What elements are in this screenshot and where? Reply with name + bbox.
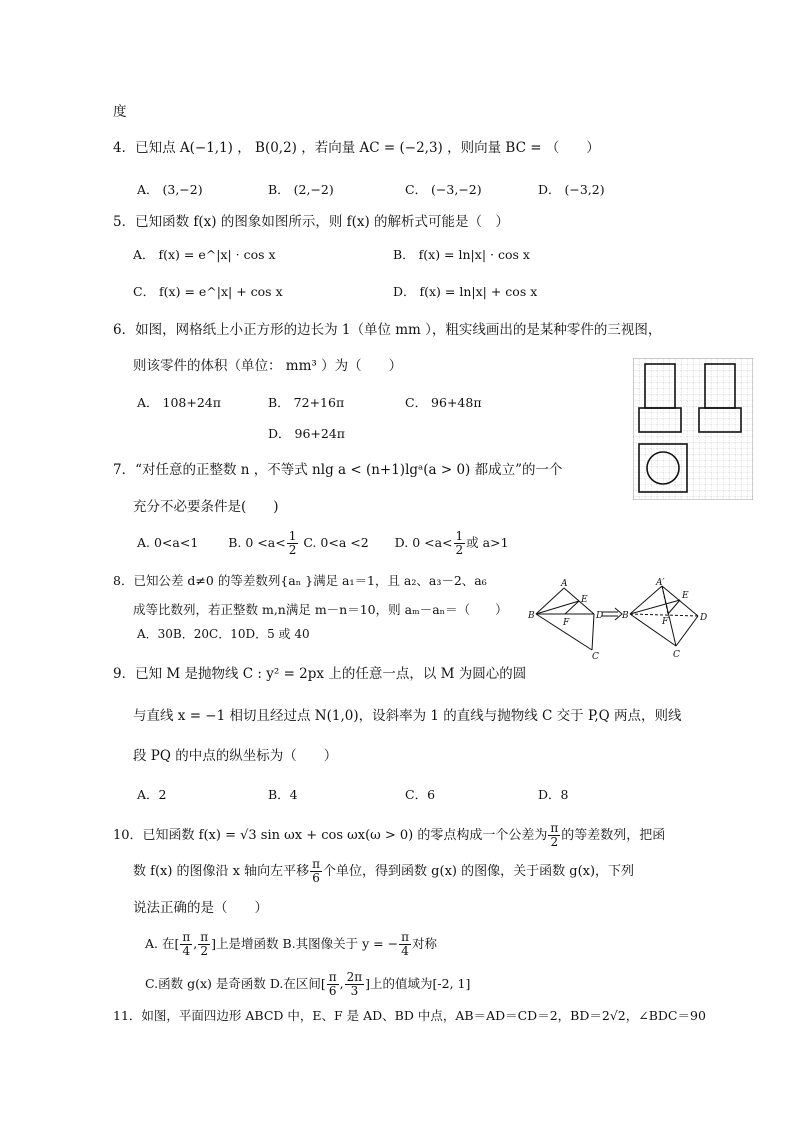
question-10-line-1: 10．已知函数 f(x) = √3 sin ωx + cos ωx(ω > 0) 的零点构成一个公差为 $\frac{\pi}{2}$ 的等差数列，把函 bbox=[113, 821, 666, 849]
label-b: B bbox=[528, 611, 535, 621]
label-d: D bbox=[596, 611, 604, 621]
question-10-line-2: 数 f(x) 的图像沿 x 轴向左平移 $\frac{\pi}{6}$ 个单位，得到函数 g(x) 的图像，关于函数 g(x)，下列 bbox=[133, 857, 635, 885]
q4-option-d: D． (−3,2) bbox=[538, 182, 605, 197]
q8-options: A．30B．20C．10D．5 或 40 bbox=[137, 627, 310, 641]
q5-option-b: B． f(x) = ln|x| · cos x bbox=[393, 247, 530, 262]
q9-option-a: A．2 bbox=[137, 787, 167, 802]
fraction-pi-over-4-b: $\frac{\pi}{4}$ bbox=[401, 930, 409, 958]
q5-option-c: C． f(x) = e^|x| + cos x bbox=[133, 284, 283, 299]
question-5: 5．已知函数 f(x) 的图象如图所示，则 f(x) 的解析式可能是（ ） bbox=[113, 214, 510, 230]
q7-option-d: D. 0 <a< bbox=[394, 535, 453, 550]
label-f: F bbox=[563, 618, 570, 628]
q10-options-ab: A. 在[ $\frac{\pi}{4}$ , $\frac{\pi}{2}$ ]上是增函数 B.其图像关于 y = − $\frac{\pi}{4}$ 对称 bbox=[145, 930, 437, 958]
q7-option-a: A. 0<a<1 bbox=[137, 535, 199, 550]
label-f-right: F bbox=[662, 617, 669, 627]
question-7-line-1: 7．“对任意的正整数 n ，不等式 nlg a < (n+1)lgᵃ(a > 0) 都成立”的一个 bbox=[113, 462, 563, 478]
question-8-line-2: 成等比数列，若正整数 m,n满足 m－n＝10，则 aₘ－aₙ＝（ ） bbox=[133, 602, 508, 617]
fraction-pi-over-6: $\frac{\pi}{6}$ bbox=[312, 857, 321, 885]
page-top-char: 度 bbox=[113, 104, 127, 120]
q6-option-d: D． 96+24π bbox=[268, 426, 345, 441]
q7-option-c: C. 0<a <2 bbox=[303, 535, 369, 550]
question-6-line-1: 6．如图，网格纸上小正方形的边长为 1（单位 mm ），粗实线画出的是某种零件的三视图， bbox=[113, 322, 662, 338]
question-4: 4．已知点 A(−1,1) ， B(0,2) ，若向量 AC = (−2,3) ，则向量 BC = （ ） bbox=[113, 140, 600, 156]
label-a: A bbox=[561, 579, 568, 589]
three-view-figure bbox=[633, 358, 753, 500]
q6-option-b: B． 72+16π bbox=[268, 395, 345, 410]
label-e-right: E bbox=[682, 591, 689, 601]
question-8-line-1: 8．已知公差 d≠0 的等差数列{aₙ }满足 a₁＝1，且 a₂、a₃－2、a₆ bbox=[113, 573, 487, 588]
fraction-one-half: $\frac{1}{2}$ bbox=[288, 529, 297, 557]
question-11: 11．如图，平面四边形 ABCD 中，E、F 是 AD、BD 中点，AB＝AD＝CD＝2，BD＝2√2，∠BDC＝90 bbox=[113, 1008, 706, 1023]
label-e: E bbox=[581, 595, 588, 605]
label-c-right: C bbox=[673, 650, 680, 660]
q9-option-d: D．8 bbox=[538, 787, 569, 802]
q6-option-c: C． 96+48π bbox=[405, 395, 482, 410]
q9-option-b: B．4 bbox=[268, 787, 298, 802]
q10-options-cd: C.函数 g(x) 是奇函数 D.在区间[ $\frac{\pi}{6}$ , $\frac{2\pi}{3}$ ]上的值域为[-2, 1] bbox=[145, 970, 471, 998]
folding-figure bbox=[528, 578, 708, 660]
question-6-line-2: 则该零件的体积（单位： mm³ ）为（ ） bbox=[133, 358, 403, 374]
question-9-line-2: 与直线 x = −1 相切且经过点 N(1,0)，设斜率为 1 的直线与抛物线 C 交于 P,Q 两点，则线 bbox=[133, 708, 682, 724]
label-d-right: D bbox=[700, 613, 708, 623]
fraction-one-half-d: $\frac{1}{2}$ bbox=[455, 529, 464, 557]
fraction-pi-over-2: $\frac{\pi}{2}$ bbox=[550, 821, 559, 849]
question-9-line-3: 段 PQ 的中点的纵坐标为（ ） bbox=[133, 748, 338, 764]
fraction-pi-over-2-b: $\frac{\pi}{2}$ bbox=[200, 930, 209, 958]
fraction-2pi-over-3: $\frac{2\pi}{3}$ bbox=[346, 970, 363, 998]
q7-option-b: B. 0 <a< bbox=[228, 535, 286, 550]
q4-option-b: B． (2,−2) bbox=[268, 182, 334, 197]
fraction-pi-over-6-b: $\frac{\pi}{6}$ bbox=[328, 970, 337, 998]
question-10-line-3: 说法正确的是（ ） bbox=[133, 900, 268, 916]
q4-option-a: A． (3,−2) bbox=[137, 182, 203, 197]
q5-option-a: A． f(x) = e^|x| · cos x bbox=[133, 247, 276, 262]
label-a-prime: A′ bbox=[656, 578, 665, 588]
q9-option-c: C．6 bbox=[405, 787, 436, 802]
label-b-right: B bbox=[622, 611, 629, 621]
q6-option-a: A． 108+24π bbox=[137, 395, 221, 410]
question-7-line-2: 充分不必要条件是( ) bbox=[133, 499, 279, 515]
q5-option-d: D． f(x) = ln|x| + cos x bbox=[393, 284, 538, 299]
q7-options: A. 0<a<1 B. 0 <a< $\frac{1}{2}$ C. 0<a <2 D. 0 <a< $\frac{1}{2}$ 或 a>1 bbox=[137, 529, 509, 557]
question-9-line-1: 9．已知 M 是抛物线 C : y² = 2px 上的任意一点，以 M 为圆心的圆 bbox=[113, 666, 527, 682]
q4-option-c: C． (−3,−2) bbox=[405, 182, 482, 197]
label-c: C bbox=[592, 652, 599, 660]
fraction-pi-over-4: $\frac{\pi}{4}$ bbox=[182, 930, 191, 958]
